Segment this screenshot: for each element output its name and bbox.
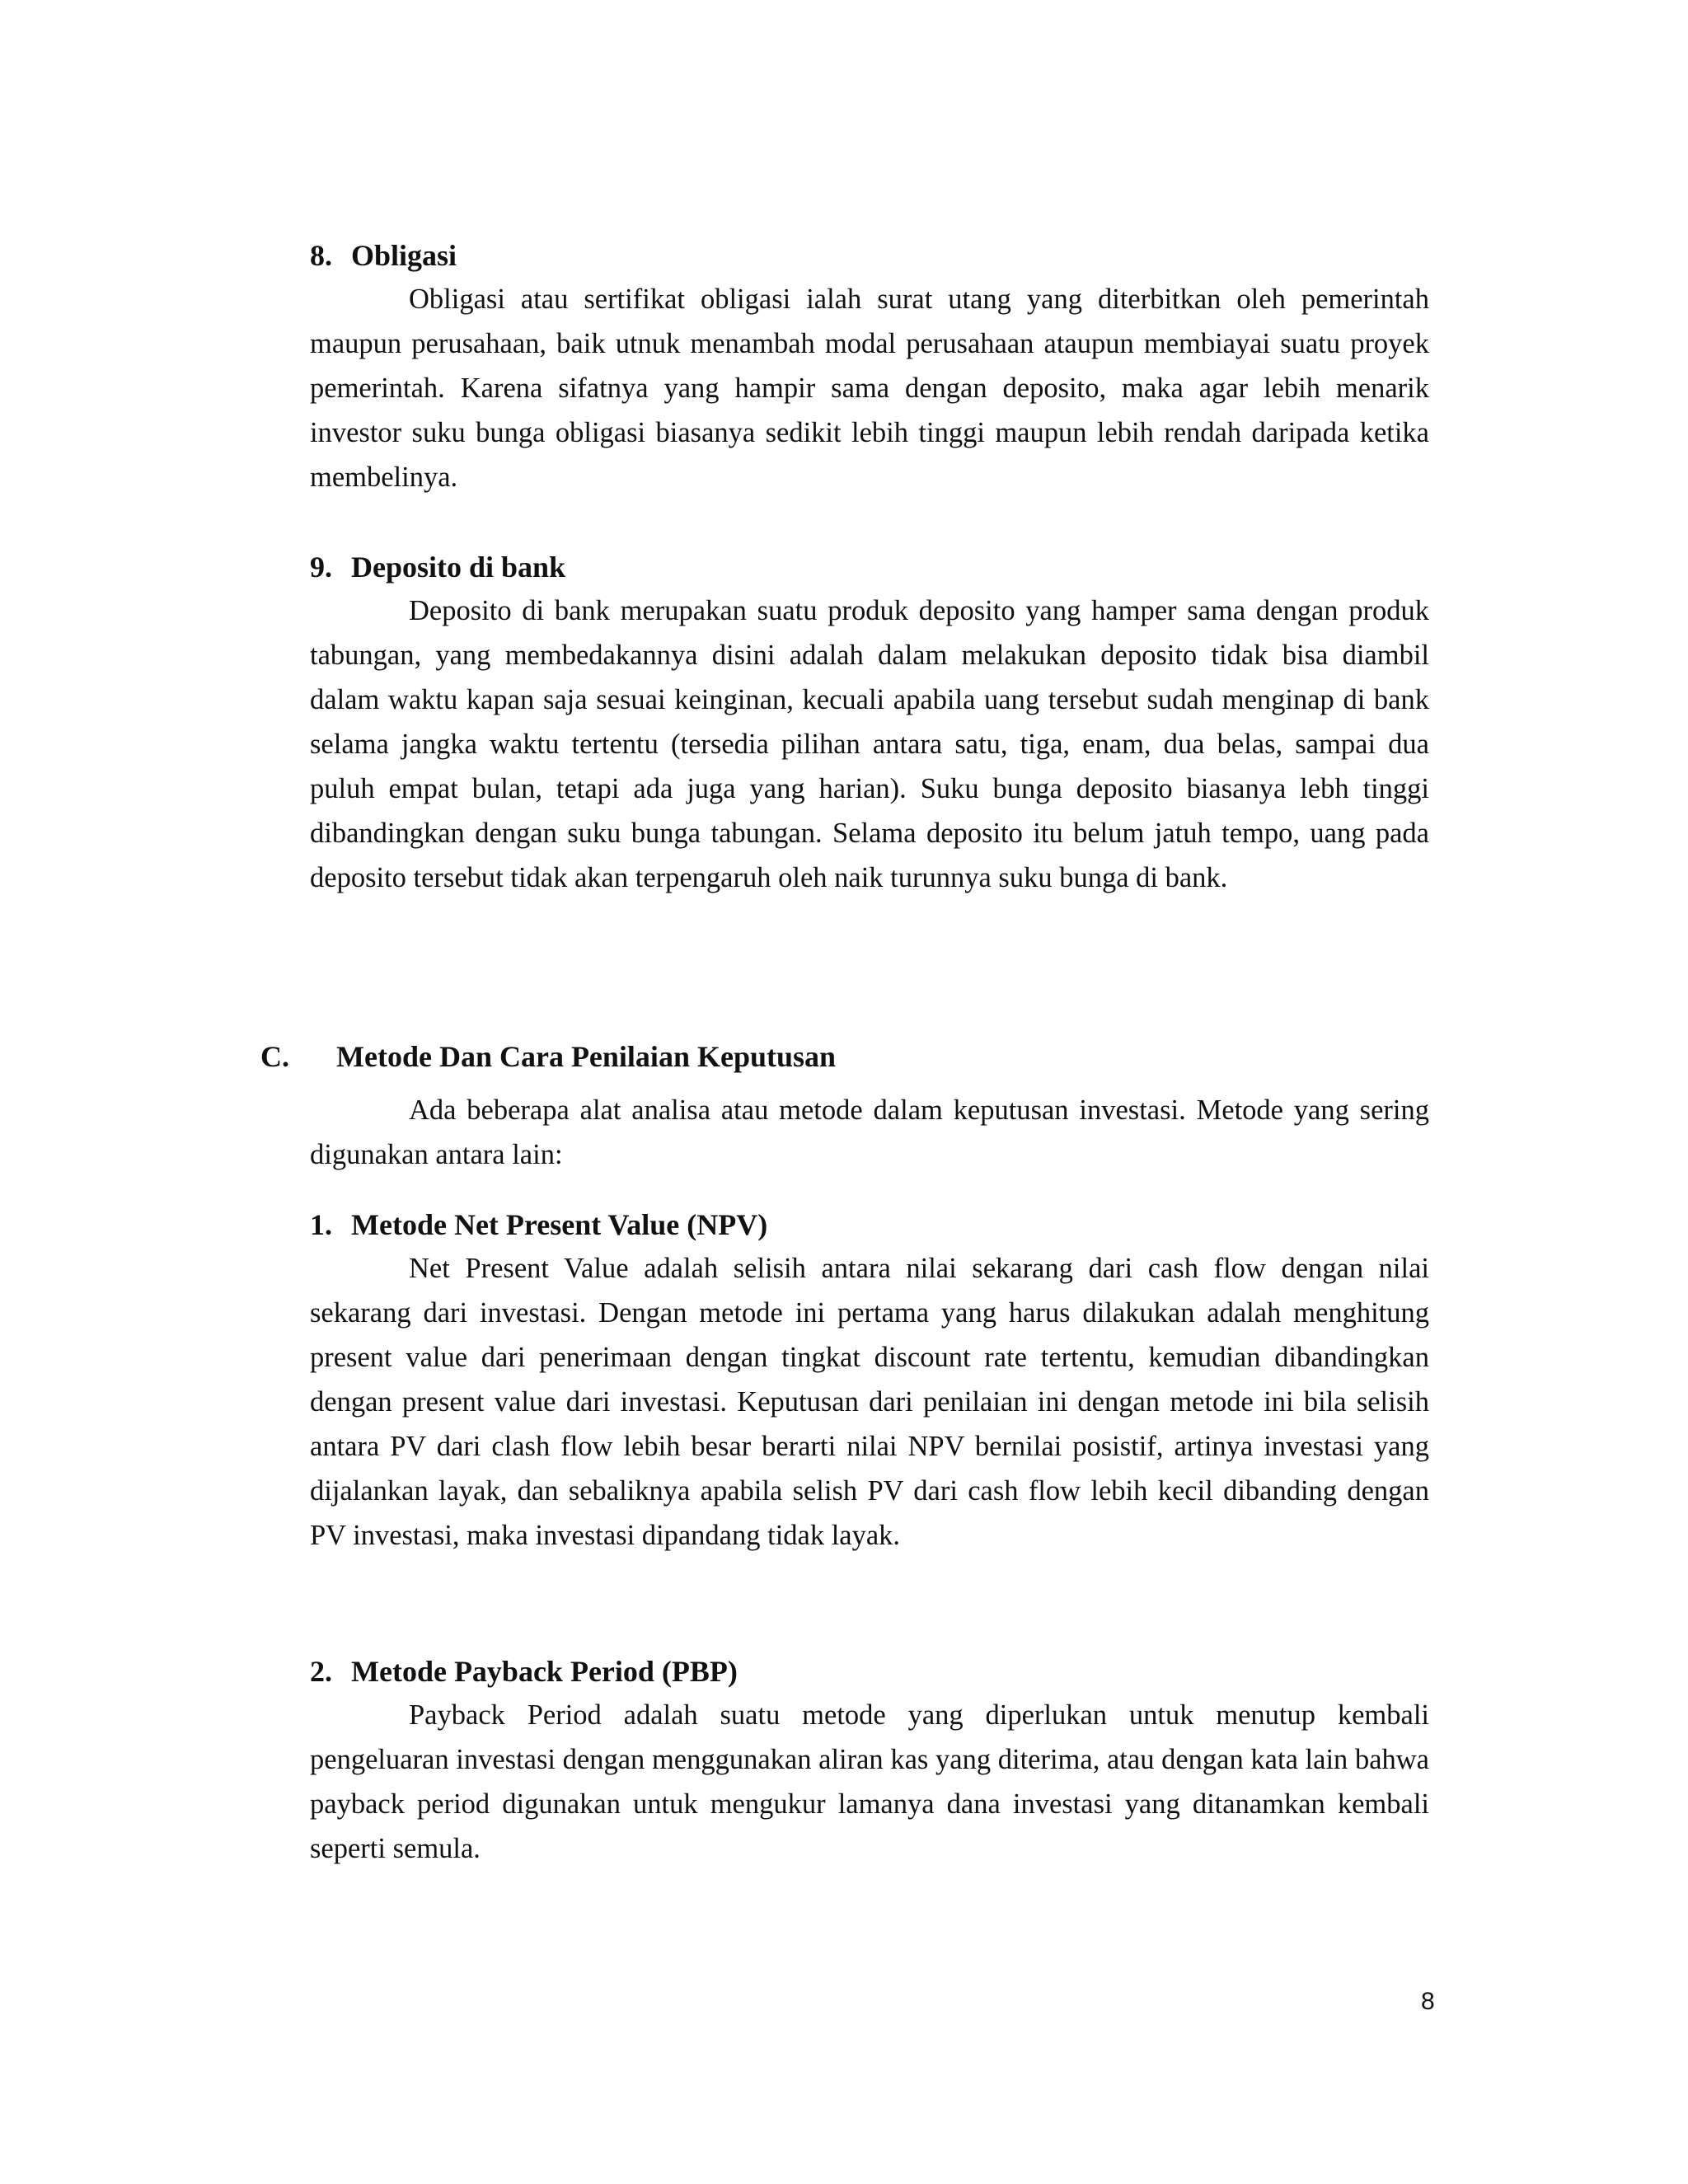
section-c-title: Metode Dan Cara Penilaian Keputusan bbox=[336, 1040, 837, 1073]
method-heading-npv bbox=[310, 1208, 767, 1241]
section-letter: C. bbox=[260, 1040, 289, 1073]
paragraph-deposito: Deposito di bank merupakan suatu produk deposito yang hamper sama dengan produk tabungan, yang membedakannya disini adalah dalam melakukan deposito tidak bisa diambil dalam waktu kapan saja sesuai keinginan, kecuali apabila uang tersebut sudah menginap di bank selama jangka waktu tertentu (tersedia pilihan antara satu, tiga, enam, dua belas, sampai dua puluh empat bulan, tetapi ada juga yang harian). Suku bunga deposito biasanya lebh tinggi dibandingkan dengan suku bunga tabungan. Selama deposito itu belum jatuh tempo, uang pada deposito tersebut tidak akan terpengaruh oleh naik turunnya suku bunga di bank. bbox=[310, 595, 1429, 893]
section-title: Deposito di bank bbox=[351, 551, 566, 583]
method-number: 1. bbox=[310, 1208, 332, 1241]
section-heading-c bbox=[260, 1040, 836, 1073]
section-heading-deposito bbox=[310, 551, 565, 583]
section-title: Obligasi bbox=[351, 239, 457, 272]
paragraph-obligasi: Obligasi atau sertifikat obligasi ialah surat utang yang diterbitkan oleh pemerintah maupun perusahaan, baik utnuk menambah modal perusahaan ataupun membiayai suatu proyek pemerintah. Karena sifatnya yang hampir sama dengan deposito, maka agar lebih menarik investor suku bunga obligasi biasanya sedikit lebih tinggi maupun lebih rendah daripada ketika membelinya. bbox=[310, 284, 1429, 493]
section-number: 9. bbox=[310, 551, 332, 583]
method-title: Metode Net Present Value (NPV) bbox=[351, 1208, 768, 1241]
paragraph-npv: Net Present Value adalah selisih antara nilai sekarang dari cash flow dengan nilai sekarang dari investasi. Dengan metode ini pertama yang harus dilakukan adalah menghitung present value dari penerimaan dengan tingkat discount rate tertentu, kemudian dibandingkan dengan present value dari investasi. Keputusan dari penilaian ini dengan metode ini bila selisih antara PV dari clash flow lebih besar berarti nilai NPV bernilai posistif, artinya investasi yang dijalankan layak, dan sebaliknya apabila selish PV dari cash flow lebih kecil dibanding dengan PV investasi, maka investasi dipandang tidak layak. bbox=[310, 1253, 1429, 1551]
method-heading-pbp bbox=[310, 1655, 738, 1688]
paragraph-pbp: Payback Period adalah suatu metode yang diperlukan untuk menutup kembali pengeluaran investasi dengan menggunakan aliran kas yang diterima, atau dengan kata lain bahwa payback period digunakan untuk mengukur lamanya dana investasi yang ditanamkan kembali seperti semula. bbox=[310, 1699, 1429, 1864]
section-heading-obligasi bbox=[310, 239, 457, 272]
method-title: Metode Payback Period (PBP) bbox=[351, 1655, 738, 1688]
page-number: 8 bbox=[1421, 1988, 1435, 2015]
method-number: 2. bbox=[310, 1655, 332, 1688]
paragraph-intro: Ada beberapa alat analisa atau metode dalam keputusan investasi. Metode yang sering digunakan antara lain: bbox=[310, 1094, 1429, 1170]
section-number: 8. bbox=[310, 239, 332, 272]
